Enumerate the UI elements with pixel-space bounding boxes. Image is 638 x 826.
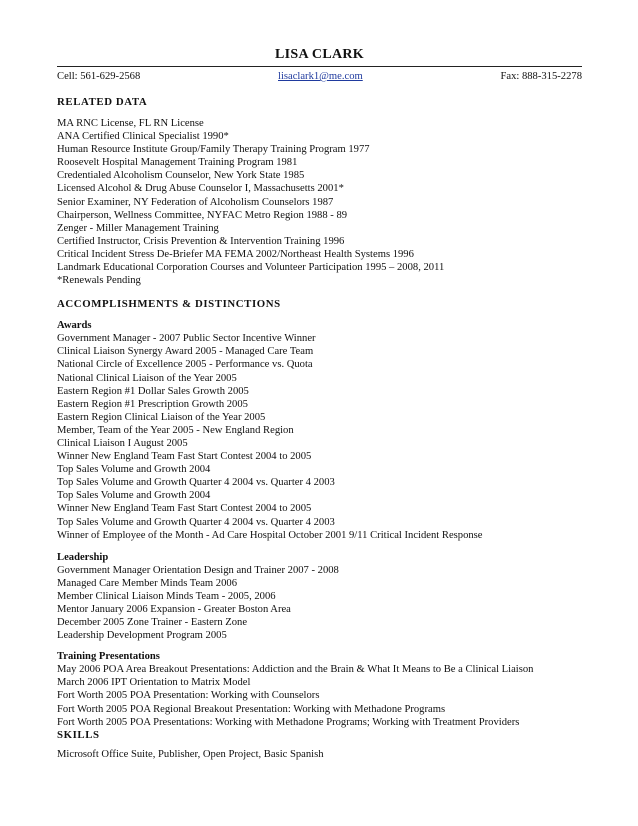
related-item: Certified Instructor, Crisis Prevention & Intervention Training 1996 [57, 235, 345, 247]
resume-page [57, 47, 582, 761]
cell-phone: Cell: 561-629-2568 [57, 71, 141, 82]
award-item: Eastern Region #1 Prescription Growth 2005 [57, 398, 248, 410]
related-item: Zenger - Miller Management Training [57, 222, 219, 234]
leadership-item: Mentor January 2006 Expansion - Greater Boston Area [57, 604, 291, 615]
award-item: National Clinical Liaison of the Year 2005 [57, 372, 237, 384]
related-data-list [57, 117, 582, 287]
skills-heading: SKILLS [57, 728, 100, 741]
related-item: ANA Certified Clinical Specialist 1990* [57, 131, 229, 143]
related-item: *Renewals Pending [57, 275, 141, 287]
training-list [57, 663, 582, 728]
leadership-heading: Leadership [57, 551, 109, 563]
leadership-item: Government Manager Orientation Design and Trainer 2007 - 2008 [57, 564, 339, 576]
award-item: Top Sales Volume and Growth Quarter 4 2004 vs. Quarter 4 2003 [57, 477, 335, 489]
related-item: Landmark Educational Corporation Courses and Volunteer Participation 1995 – 2008, 2011 [57, 262, 445, 274]
award-item: Government Manager - 2007 Public Sector Incentive Winner [57, 333, 316, 345]
leadership-item: December 2005 Zone Trainer - Eastern Zone [57, 617, 248, 629]
award-item: Top Sales Volume and Growth 2004 [57, 464, 211, 476]
resume-name: LISA CLARK [275, 47, 364, 62]
related-data-heading: RELATED DATA [57, 96, 148, 108]
related-item: Critical Incident Stress De-Briefer MA FEMA 2002/Northeast Health Systems 1996 [57, 248, 414, 260]
award-item: National Circle of Excellence 2005 - Performance vs. Quota [57, 359, 313, 371]
contact-row [57, 70, 582, 83]
award-item: Winner New England Team Fast Start Contest 2004 to 2005 [57, 503, 312, 515]
award-item: Eastern Region Clinical Liaison of the Year 2005 [57, 411, 266, 423]
header-rule [57, 66, 582, 67]
related-item: MA RNC License, FL RN License [57, 118, 204, 129]
training-heading: Training Presentations [57, 651, 160, 663]
awards-list [57, 332, 582, 542]
award-item: Top Sales Volume and Growth Quarter 4 2004 vs. Quarter 4 2003 [57, 516, 335, 528]
fax-number: Fax: 888-315-2278 [500, 71, 582, 82]
award-item: Winner New England Team Fast Start Contest 2004 to 2005 [57, 451, 312, 463]
leadership-item: Managed Care Member Minds Team 2006 [57, 577, 237, 589]
email-link[interactable]: lisaclark1@me.com [278, 71, 363, 82]
training-item: Fort Worth 2005 POA Regional Breakout Presentation: Working with Methadone Programs [57, 703, 446, 715]
related-item: Roosevelt Hospital Management Training Program 1981 [57, 157, 298, 169]
related-item: Chairperson, Wellness Committee, NYFAC Metro Region 1988 - 89 [57, 209, 348, 221]
skills-text: Microsoft Office Suite, Publisher, Open Project, Basic Spanish [57, 748, 324, 760]
training-item: March 2006 IPT Orientation to Matrix Model [57, 677, 251, 689]
related-item: Licensed Alcohol & Drug Abuse Counselor I, Massachusetts 2001* [57, 183, 344, 195]
award-item: Winner of Employee of the Month - Ad Care Hospital October 2001 9/11 Critical Incident Response [57, 529, 483, 541]
training-item: May 2006 POA Area Breakout Presentations: Addiction and the Brain & What It Means to Be a Clinical Liaison [57, 664, 534, 676]
award-item: Member, Team of the Year 2005 - New England Region [57, 424, 294, 436]
training-item: Fort Worth 2005 POA Presentations: Working with Methadone Programs; Working with Treatment Providers [57, 716, 520, 728]
award-item: Clinical Liaison Synergy Award 2005 - Managed Care Team [57, 346, 314, 358]
related-item: Senior Examiner, NY Federation of Alcoholism Counselors 1987 [57, 196, 334, 208]
training-item: Fort Worth 2005 POA Presentation: Working with Counselors [57, 690, 320, 702]
leadership-item: Leadership Development Program 2005 [57, 630, 227, 642]
award-item: Clinical Liaison I August 2005 [57, 437, 188, 449]
related-item: Human Resource Institute Group/Family Therapy Training Program 1977 [57, 144, 370, 156]
leadership-list [57, 564, 582, 643]
award-item: Top Sales Volume and Growth 2004 [57, 490, 211, 502]
awards-heading: Awards [57, 320, 92, 332]
accomplishments-heading: ACCOMPLISHMENTS & DISTINCTIONS [57, 298, 281, 311]
leadership-item: Member Clinical Liaison Minds Team - 2005, 2006 [57, 590, 276, 602]
award-item: Eastern Region #1 Dollar Sales Growth 2005 [57, 385, 249, 397]
related-item: Credentialed Alcoholism Counselor, New York State 1985 [57, 170, 305, 182]
